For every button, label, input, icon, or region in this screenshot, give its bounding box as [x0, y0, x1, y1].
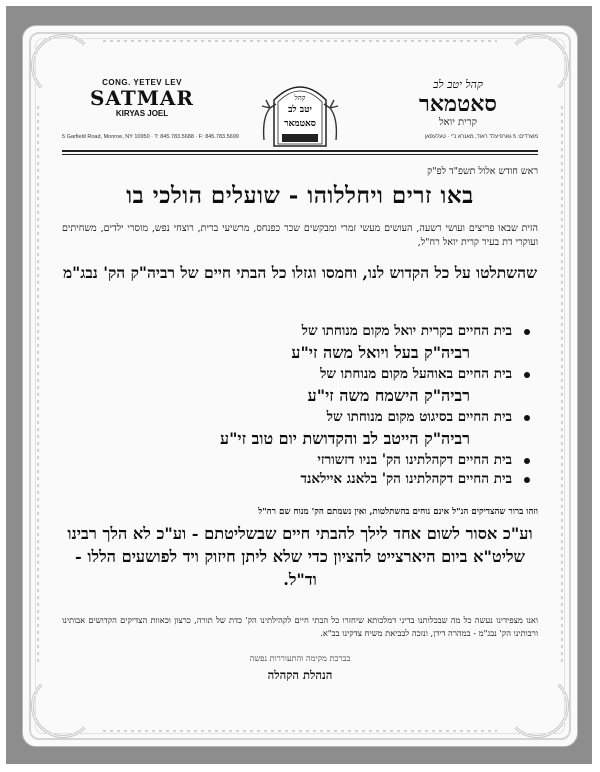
- main-statement: שהשתלטו על כל הקדוש לנו, וחמסו וגזלו כל הבתי חיים של רביה"ק הק' נבג"מ: [62, 263, 538, 282]
- frame-edge: [103, 40, 497, 42]
- letterhead-english: [62, 78, 222, 118]
- letterhead-hebrew: [378, 78, 538, 128]
- list-item-text: בית החיים בסיגוט מקום מנוחתו של: [326, 409, 512, 425]
- list-item: [62, 408, 512, 451]
- frame-edge: [103, 730, 497, 732]
- english-city: KIRYAS JOEL: [115, 109, 169, 118]
- logo-text-line: סאטמאר: [284, 119, 316, 129]
- warning-statement: וע"כ אסור לשום אחד לילך להבתי חיים שבשליטתם - וע"כ לא הלך רבינו שליט"א ביום היארצייט להציון כדי שלא ליתן חיזוק ויד לפושעים הללו - וד"ל.: [67, 524, 533, 589]
- list-item: [62, 322, 512, 365]
- intro-paragraph: הזית שבאו פריצים ועושי רשעה, העושים מעשי זמרי ומבקשים שכר כפנחס, מרשיעי ברית, רוצחי נפש, מוסרי ילדים, משחיתים ועוקרי דת בעיר קרית יואל רח"ל,: [62, 223, 538, 248]
- list-item: [62, 451, 512, 470]
- list-item-text: בית החיים דקהלתינו הק' בלאנג איילאנד: [300, 471, 512, 487]
- hebrew-city: קרית יואל: [438, 117, 478, 128]
- notice-title: באו זרים ויחללוהו - שועלים הולכי בו: [126, 182, 474, 209]
- letterhead: [62, 78, 538, 154]
- list-item: [62, 365, 512, 408]
- logo-text-line: יטב לב: [288, 105, 312, 115]
- address-line: [62, 134, 538, 144]
- list-item-sub: רביה"ק הישמח משה זי"ע: [307, 386, 470, 405]
- frame-edge: [561, 106, 563, 666]
- list-item-text: בית החיים דקהלתינו הק' בניו דזשורזי: [317, 452, 512, 468]
- closing-paragraph: ואנו מצפידינו נעשה כל מה שבכלותנו בדיני דמלכותא שיחזרו כל הבתי חיים לקהילתינו הק' כדת של תורה, כרצון וכאוות הצדיקים הקדושים אבותינו ורבותינו הק' נבג"מ - במהרה דידן, ונזכה לבביאת משיח צדקינו בב"א.: [62, 615, 538, 638]
- notice-date: ראש חודש אלול תשפ"ד לפ"ק: [427, 166, 538, 177]
- signature: הנהלת הקהלה: [267, 668, 333, 682]
- header-divider: [62, 154, 538, 155]
- corner-ornament: [505, 674, 569, 738]
- corner-ornament: [31, 674, 95, 738]
- cemetery-list: [62, 322, 538, 489]
- address-english: 5 Garfield Road, Monroe, NY 10950 · T: 845.783.5688 · F: 845.783.5699: [62, 134, 239, 140]
- hebrew-name: סאטמאר: [419, 91, 497, 117]
- address-hebrew: משרדים: 5 גארפיעלד ראוד, מאנרא נ"י · טעלעפאן: [424, 134, 538, 140]
- note-line: וזהו ברור שהצדיקים הנ"ל אינם נוחים בהשתלטות, ואין נשמתם הק' מנוח שם רח"ל: [258, 507, 538, 517]
- signature-greeting: בברכת מקימה והתעוררות נפשה: [249, 653, 351, 663]
- list-item-sub: רביה"ק בעל ויואל משה זי"ע: [291, 343, 470, 362]
- english-congregation: CONG. YETEV LEV: [102, 78, 182, 87]
- logo-text-line: קהל: [294, 94, 306, 102]
- list-item: [62, 470, 512, 489]
- english-name: SATMAR: [89, 86, 195, 110]
- list-item-text: בית החיים בקרית יואל מקום מנוחתו של: [301, 323, 512, 339]
- list-item-text: בית החיים באוהעל מקום מנוחתו של: [320, 366, 512, 382]
- list-item-sub: רביה"ק הייטב לב והקדושת יום טוב זי"ע: [220, 429, 470, 448]
- header-divider: [62, 150, 538, 152]
- hebrew-congregation: קהל יטב לב: [433, 78, 483, 91]
- frame-edge: [37, 106, 39, 666]
